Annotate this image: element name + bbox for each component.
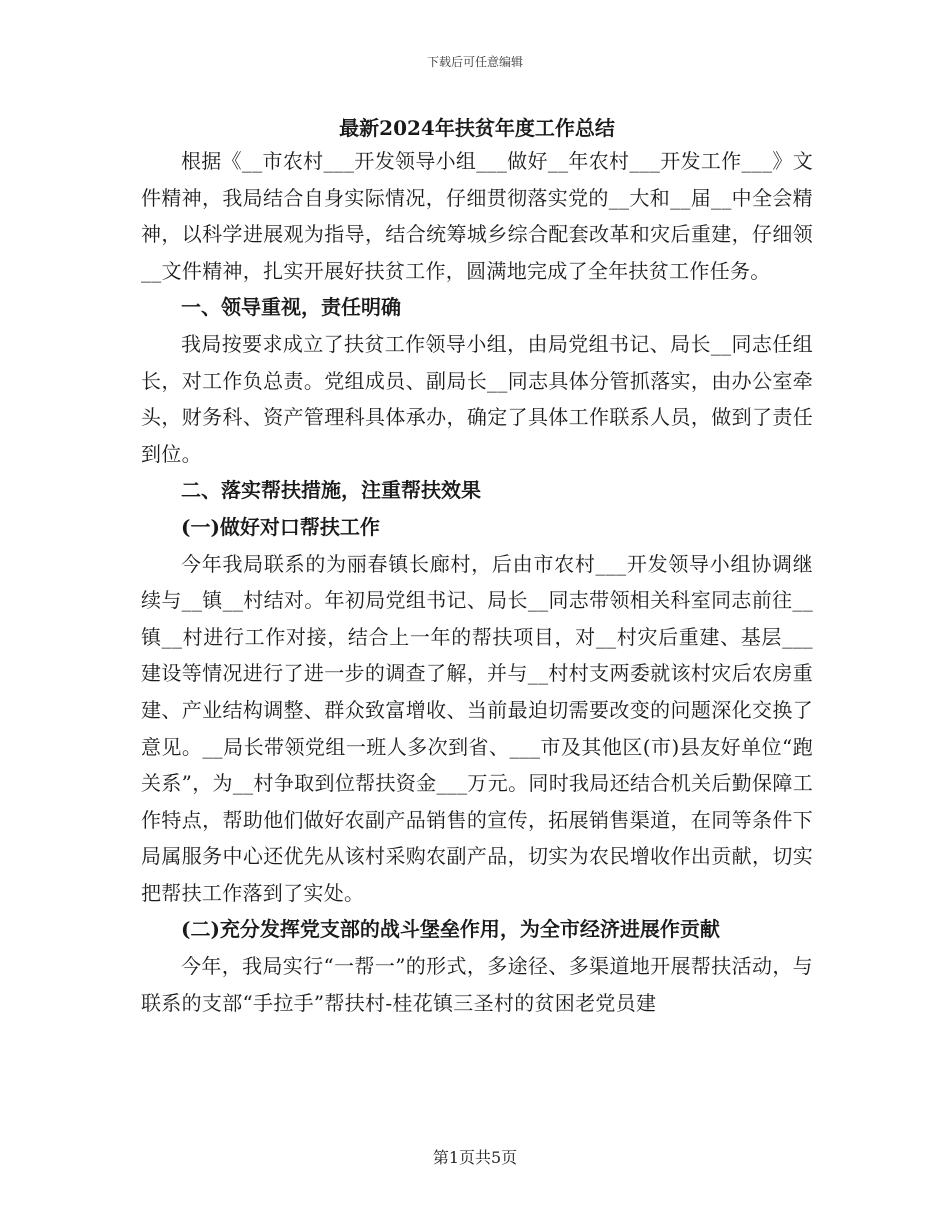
subsection-2-paragraph: 今年，我局实行“一帮一”的形式，多途径、多渠道地开展帮扶活动，与联系的支部“手拉手”帮扶村-桂花镇三圣村的贫困老党员建 [141,954,813,1015]
page-number: 第1页共5页 [432,1148,518,1167]
subsection-1-heading: (一)做好对口帮扶工作 [181,514,380,539]
subsection-2-heading: (二)充分发挥党支部的战斗堡垒作用，为全市经济进展作贡献 [181,917,720,942]
section-1-heading: 一、领导重视，责任明确 [181,295,401,320]
document-title: 最新2024年扶贫年度工作总结 [339,116,615,140]
section-1-paragraph: 我局按要求成立了扶贫工作领导小组，由局党组书记、局长__同志任组长，对工作负总责。党组成员、副局长__同志具体分管抓落实，由办公室牵头，财务科、资产管理科具体承办，确定了具体工作联系人员，做到了责任到位。 [141,331,813,466]
document-body [141,113,813,1021]
page-header-note: 下载后可任意编辑 [426,55,523,69]
intro-paragraph: 根据《__市农村___开发领导小组___做好__年农村___开发工作___》文件精神，我局结合自身实际情况，仔细贯彻落实党的__大和__届__中全会精神，以科学进展观为指导，结合统筹城乡综合配套改革和灾后重建，仔细领__文件精神，扎实开展好扶贫工作，圆满地完成了全年扶贫工作任务。 [141,149,813,283]
subsection-1-paragraph: 今年我局联系的为丽春镇长廊村，后由市农村___开发领导小组协调继续与__镇__村结对。年初局党组书记、局长__同志带领相关科室同志前往__镇__村进行工作对接，结合上一年的帮扶项目，对__村灾后重建、基层___建设等情况进行了进一步的调查了解，并与__村村支两委就该村灾后农房重建、产业结构调整、群众致富增收、当前最迫切需要改变的问题深化交换了意见。__局长带领党组一班人多次到省、___市及其他区(市)县友好单位“跑关系”，为__村争取到位帮扶资金___万元。同时我局还结合机关后勤保障工作特点，帮助他们做好农副产品销售的宣传，拓展销售渠道，在同等条件下局属服务中心还优先从该村采购农副产品，切实为农民增收作出贡献，切实把帮扶工作落到了实处。 [141,551,813,905]
section-2-heading: 二、落实帮扶措施，注重帮扶效果 [181,478,481,503]
